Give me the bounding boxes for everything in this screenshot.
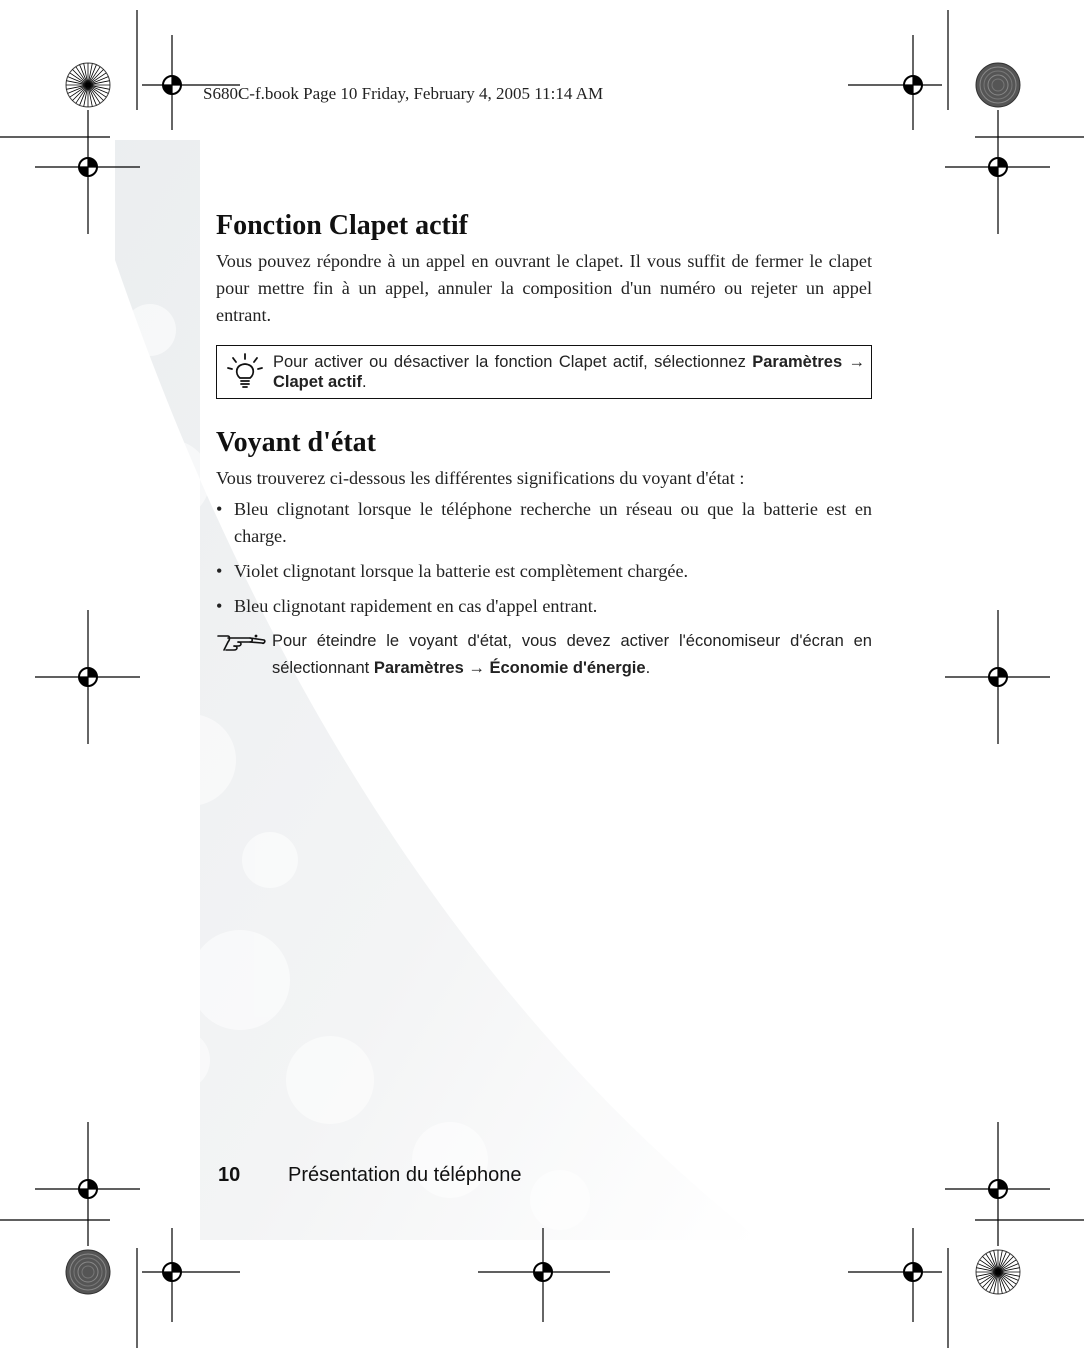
- bullet-dot: •: [216, 561, 223, 581]
- menu-path-parametres: Paramètres: [752, 353, 843, 371]
- list-item-text: Bleu clignotant lorsque le téléphone recherche un réseau ou que la batterie est en charge.: [234, 499, 872, 546]
- section-title: Fonction Clapet actif: [216, 210, 468, 241]
- section-title: Voyant d'état: [216, 427, 376, 458]
- section-clapet-actif: [216, 208, 872, 399]
- section-intro: Vous trouverez ci-dessous les différentes significations du voyant d'état :: [216, 468, 745, 488]
- section-paragraph: Vous pouvez répondre à un appel en ouvrant le clapet. Il vous suffit de fermer le clapet pour mettre fin à un appel, annuler la composition d'un numéro ou rejeter un appel entrant.: [216, 251, 872, 325]
- print-slug: S680C-f.book Page 10 Friday, February 4, 2005 11:14 AM: [203, 84, 604, 103]
- list-item-text: Violet clignotant lorsque la batterie est complètement chargée.: [234, 561, 689, 581]
- bullet-dot: •: [216, 596, 223, 616]
- tip-text: Pour activer ou désactiver la fonction Clapet actif, sélectionnez: [273, 353, 746, 371]
- tip-end: .: [361, 373, 367, 391]
- page-footer: [218, 1164, 522, 1187]
- arrow-symbol: →: [468, 659, 485, 677]
- page-number: 10: [218, 1164, 241, 1186]
- bullet-dot: •: [216, 499, 223, 519]
- menu-path-clapet-actif: Clapet actif: [273, 373, 362, 391]
- note-end: .: [645, 659, 651, 677]
- pointing-hand-icon: [216, 632, 268, 654]
- note-block: [216, 628, 872, 682]
- menu-path-parametres: Paramètres: [373, 659, 464, 677]
- list-item: [216, 558, 872, 585]
- page-content: [216, 208, 872, 682]
- list-item: [216, 496, 872, 550]
- lightbulb-icon: [225, 352, 265, 392]
- chapter-title: Présentation du téléphone: [288, 1164, 522, 1186]
- arrow-symbol: →: [848, 353, 865, 371]
- menu-path-economie-energie: Économie d'énergie: [489, 659, 646, 677]
- section-voyant-etat: [216, 425, 872, 682]
- bullet-list: [216, 496, 872, 620]
- list-item-text: Bleu clignotant rapidement en cas d'appel entrant.: [234, 596, 598, 616]
- list-item: [216, 593, 872, 620]
- tip-box: [216, 345, 872, 399]
- note-text: Pour éteindre le voyant d'état, vous devez activer l'économiseur d'écran en sélectionnant: [272, 632, 872, 677]
